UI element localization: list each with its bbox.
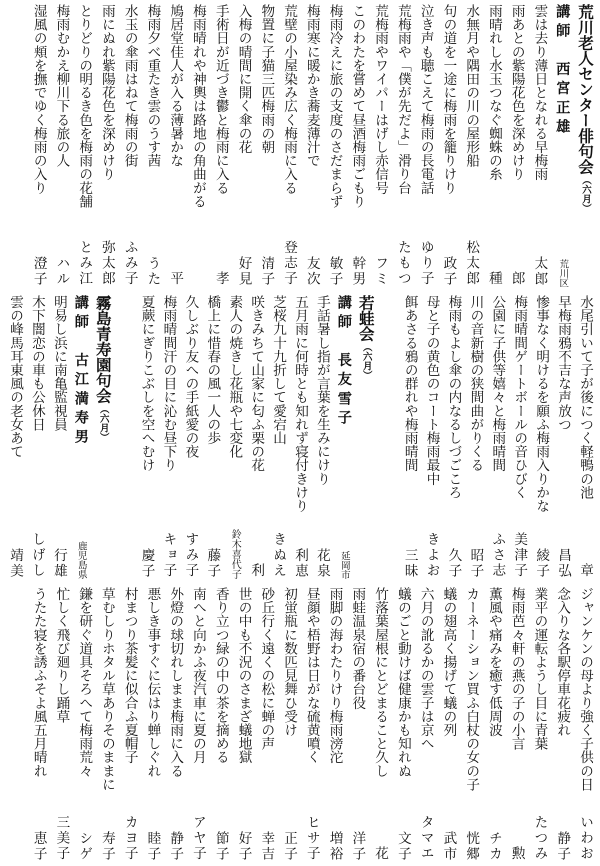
haiku-line	[482, 4, 505, 287]
haiku-author: 美津子	[511, 532, 528, 579]
haiku-author: 静子	[554, 830, 571, 862]
haiku-text: 早梅雨鴉不吉な声放つ	[555, 295, 572, 431]
haiku-text: 鎌を研ぐ道具そろへて梅雨荒々	[76, 587, 93, 778]
haiku-author: 弥太郎	[98, 240, 115, 287]
haiku-text: 物置に子猫三匹梅雨の朝	[258, 4, 275, 154]
haiku-line	[459, 4, 482, 287]
haiku-author: 行雄	[50, 547, 67, 579]
section-title	[92, 295, 114, 579]
haiku-line	[368, 587, 391, 862]
haiku-line	[255, 4, 278, 287]
haiku-text: 忙しく飛び廻りし踊草	[53, 587, 70, 723]
haiku-line	[277, 587, 300, 862]
haiku-line	[300, 587, 323, 862]
haiku-text: 六月の訛るかの雲子は京へ	[417, 587, 434, 751]
haiku-author: 靖美	[7, 547, 24, 579]
haiku-author: 登志子	[281, 240, 298, 287]
haiku-text: 雲は去り薄日となれる早梅雨	[531, 4, 548, 181]
haiku-text: 梅雨芭々軒の燕の子の小言	[508, 587, 525, 751]
haiku-line	[4, 295, 26, 579]
haiku-line	[136, 295, 158, 579]
haiku-line	[118, 4, 141, 287]
haiku-line	[311, 295, 333, 579]
haiku-line	[414, 587, 437, 862]
haiku-text: 梅雨夕べ重たき雲のうす茜	[144, 4, 161, 168]
haiku-line	[267, 295, 289, 579]
haiku-text: 雨にぬれ紫陽花色を深めけり	[98, 4, 115, 181]
haiku-author: 昌弘	[555, 547, 572, 579]
haiku-author: 節子	[212, 830, 229, 862]
haiku-text: 薫風や痛みを癒す低周波	[485, 587, 502, 737]
haiku-text: とりどりの明るき色を梅雨の花舗	[76, 4, 93, 208]
haiku-line	[50, 4, 73, 287]
haiku-author: とみ江	[76, 240, 93, 287]
haiku-author: 好子	[235, 830, 252, 862]
haiku-text: 母と子の黄色のコート梅雨最中	[423, 295, 440, 486]
haiku-line	[368, 4, 391, 287]
haiku-line	[163, 587, 186, 862]
teacher-location: 鹿児島県	[75, 541, 87, 579]
haiku-line	[505, 587, 528, 862]
haiku-text: 初蛍瓶に数匹見舞ひ受け	[281, 587, 298, 737]
haiku-author: タマエ	[417, 815, 434, 862]
haiku-text: 蟻の翅高く揚げて蟻の列	[440, 587, 457, 737]
haiku-text: 公園に子供等嬉々と梅雨晴間	[489, 295, 506, 472]
haiku-text: 梅雨晴間汗の目に沁む昼下り	[160, 295, 177, 472]
teacher-line	[550, 4, 573, 287]
haiku-author: しげし	[28, 532, 45, 579]
haiku-text: 明易し浜に南亀監視員	[50, 295, 67, 431]
teacher-name: 講師 古江満寿男	[72, 295, 89, 449]
section-title	[355, 295, 377, 579]
haiku-line	[232, 4, 255, 287]
haiku-author: チカ	[485, 830, 502, 862]
haiku-text: うたた寝を誘ふそよ風五月晴れ	[30, 587, 47, 778]
haiku-line	[95, 4, 118, 287]
haiku-author: たもつ	[394, 240, 411, 287]
haiku-line	[27, 587, 50, 862]
haiku-line	[163, 4, 186, 287]
haiku-text: 外燈の球切れしまま梅雨に入る	[167, 587, 184, 778]
haiku-text: 手術日が近づき鬱と梅雨に入る	[212, 4, 229, 195]
haiku-author: 恵子	[30, 830, 47, 862]
haiku-author: 松太郎	[463, 240, 480, 287]
haiku-text: 水玉の傘雨はねて梅雨の街	[121, 4, 138, 168]
haiku-text: 惨事なく明けるを願ふ梅雨入りかな	[533, 295, 550, 513]
haiku-author: 花	[372, 846, 389, 862]
haiku-text: 泣き声も聴こえて梅雨の長電話	[417, 4, 434, 195]
haiku-author: 種	[485, 271, 502, 287]
haiku-line	[528, 587, 551, 862]
haiku-text: 句の道を一途に梅雨を籠りけり	[440, 4, 457, 195]
haiku-line	[179, 295, 201, 579]
haiku-line	[346, 587, 369, 862]
haiku-line	[27, 4, 50, 287]
haiku-line	[72, 587, 95, 862]
haiku-author: 章	[577, 563, 593, 579]
haiku-text: 村まつり茶髪に似合ふ夏帽子	[121, 587, 138, 764]
haiku-text: 荒梅雨や「僕が先だよ」滑り台	[394, 4, 411, 195]
haiku-text: 荒梅雨やワイパーはげし赤信号	[372, 4, 389, 195]
haiku-author: きよお	[423, 532, 440, 579]
haiku-line	[232, 587, 255, 862]
haiku-author: 正子	[281, 830, 298, 862]
haiku-line	[399, 295, 421, 579]
haiku-line	[508, 295, 530, 579]
haiku-author: 幸吉	[258, 830, 275, 862]
haiku-author: 清子	[258, 255, 275, 287]
haiku-author: 武市	[440, 830, 457, 862]
haiku-author: きぬえ	[270, 532, 287, 579]
haiku-author: 勲	[508, 846, 525, 862]
teacher-line	[70, 295, 92, 579]
haiku-author: 澄子	[30, 255, 47, 287]
haiku-text: 梅雨もよし傘の内なるしづごころ	[445, 295, 462, 499]
haiku-text: 雨脚の海わたりけり梅雨滂沱	[326, 587, 343, 764]
haiku-line	[552, 295, 574, 579]
haiku-author: 鈴木喜代子	[229, 529, 241, 579]
haiku-text: 雲の峰馬耳東風の老女あて	[7, 295, 24, 459]
haiku-author: すみ子	[182, 532, 199, 579]
haiku-author: 孝	[212, 271, 229, 287]
haiku-author: 綾子	[533, 547, 550, 579]
haiku-author: キョ子	[160, 532, 177, 579]
haiku-text: ジャンケンの母より強く子供の日	[577, 587, 593, 791]
haiku-line	[391, 587, 414, 862]
haiku-author: ヒサ子	[303, 815, 320, 862]
haiku-author: 恍郷	[463, 830, 480, 862]
haiku-author: 郎	[508, 271, 525, 287]
haiku-text: 水尾引いて子が後につく軽鴨の池	[577, 295, 593, 499]
haiku-text: 咲きみちて山家に匂ふ栗の花	[248, 295, 265, 472]
haiku-text: 五月雨に何時とも知れず寝付きけり	[292, 295, 309, 513]
haiku-text: 梅雨寒に暖かき蕎麦薄汁で	[303, 4, 320, 168]
haiku-author: 三昧	[401, 547, 418, 579]
haiku-text: 世の中も不況のさまざ蟻地獄	[235, 587, 252, 764]
haiku-text: 雨晴れし水玉つなぐ蜘蛛の糸	[485, 4, 502, 181]
haiku-text: 草むしりホタル草ありそのままに	[98, 587, 115, 791]
haiku-line	[528, 4, 551, 287]
haiku-text: 手話暑し指が言葉を生みにけり	[313, 295, 330, 486]
haiku-text: 木下闇恋の車も公休日	[28, 295, 45, 431]
haiku-author: 平	[167, 271, 184, 287]
haiku-line	[346, 4, 369, 287]
haiku-text: 芝桜九十九折して愛宕山	[270, 295, 287, 445]
haiku-author: 幹男	[349, 255, 366, 287]
haiku-text: 素人の焼きし花瓶や七変化	[226, 295, 243, 459]
haiku-text: 梅雨冷えに旅の支度のさだまらず	[326, 4, 343, 208]
haiku-line	[486, 295, 508, 579]
haiku-line	[223, 295, 245, 579]
haiku-text: 夏蕨にぎりこぶしを空へむけ	[138, 295, 155, 472]
haiku-line	[245, 295, 267, 579]
haiku-author: うた	[144, 255, 161, 287]
haiku-author: シゲ	[76, 830, 93, 862]
haiku-line	[437, 587, 460, 862]
haiku-line	[550, 587, 573, 862]
haiku-author: 利	[248, 563, 265, 579]
teacher-location: 延岡市	[338, 550, 350, 579]
haiku-author: 三美子	[53, 815, 70, 862]
haiku-line	[323, 4, 346, 287]
haiku-line	[530, 295, 552, 579]
haiku-author: カヨ子	[121, 815, 138, 862]
teacher-name: 講師 長友雪子	[335, 295, 352, 430]
haiku-author: 静子	[167, 830, 184, 862]
teacher-name: 講師 西宮正雄	[554, 4, 571, 139]
section-title	[573, 4, 596, 287]
haiku-author: 増裕	[326, 830, 343, 862]
haiku-text: 餌あさる鴉の群れや梅雨晴間	[401, 295, 418, 472]
haiku-author: 寿子	[98, 830, 115, 862]
haiku-text: 南へと向かふ夜汽車に夏の月	[189, 587, 206, 764]
haiku-line	[141, 4, 164, 287]
haiku-text: 雨蛙温泉宿の番台役	[349, 587, 366, 710]
haiku-author: 好見	[235, 255, 252, 287]
haiku-author: 慶子	[138, 547, 155, 579]
haiku-line	[391, 4, 414, 287]
haiku-text: 竹落葉屋根にとどまること久し	[372, 587, 389, 778]
haiku-text: 悪しき事すぐに伝はり蝉しぐれ	[144, 587, 161, 778]
section-title-text: 若蛙会	[356, 295, 376, 342]
haiku-line	[505, 4, 528, 287]
haiku-line	[421, 295, 443, 579]
haiku-author: 洋子	[349, 830, 366, 862]
haiku-text: 梅雨晴間ゲートボールの音ひびく	[511, 295, 528, 499]
haiku-author: いわお	[577, 815, 593, 862]
haiku-author: 利恵	[292, 547, 309, 579]
haiku-text: 入梅の晴間に開く傘の花	[235, 4, 252, 154]
column-spacer	[114, 295, 136, 579]
haiku-line	[323, 587, 346, 862]
haiku-text: カーネーション買ふ白杖の女の子	[463, 587, 480, 791]
haiku-text: 川の音新樹の狭間曲がりくる	[467, 295, 484, 472]
haiku-line	[573, 587, 596, 862]
haiku-author: ふさ志	[489, 532, 506, 579]
haiku-author: 久子	[445, 547, 462, 579]
haiku-line	[186, 587, 209, 862]
teacher-location: 荒川区	[557, 258, 569, 287]
column-spacer	[377, 295, 399, 579]
haiku-author: 政子	[440, 255, 457, 287]
haiku-line	[209, 4, 232, 287]
haiku-text: 梅雨晴れや神輿は路地の角曲がる	[189, 4, 206, 208]
section-month: （六月）	[360, 341, 372, 380]
section-month: （六月）	[97, 403, 109, 442]
haiku-author: 昭子	[467, 547, 484, 579]
haiku-line	[437, 4, 460, 287]
teacher-line	[333, 295, 355, 579]
haiku-text: 梅雨むかえ柳川下る旅の人	[53, 4, 70, 168]
haiku-text: このわたを嘗めて昼酒梅雨ごもり	[349, 4, 366, 208]
haiku-author: フミ	[372, 255, 389, 287]
haiku-author: ふみ子	[121, 240, 138, 287]
haiku-line	[482, 587, 505, 862]
haiku-author: ゆり子	[417, 240, 434, 287]
haiku-text: 水無月や隅田の川の屋形船	[463, 4, 480, 168]
haiku-author: 友次	[303, 255, 320, 287]
haiku-author: たつみ	[531, 815, 548, 862]
haiku-text: 鳩居堂佳人が入る薄暑かな	[167, 4, 184, 168]
haiku-text: 雨あとの紫陽花色を深めけり	[508, 4, 525, 181]
tier-middle	[4, 295, 596, 579]
haiku-text: 念入りな各駅停車花疲れ	[554, 587, 571, 737]
haiku-line	[26, 295, 48, 579]
haiku-line	[158, 295, 180, 579]
haiku-line	[414, 4, 437, 287]
haiku-line	[141, 587, 164, 862]
haiku-author: ハル	[53, 255, 70, 287]
haiku-text: 蟻のごと動けば健康かも知れぬ	[394, 587, 411, 778]
haiku-text: 湿風の頬を撫でゆく梅雨の入り	[30, 4, 47, 195]
haiku-author: アヤ子	[189, 815, 206, 862]
haiku-line	[118, 587, 141, 862]
haiku-line	[443, 295, 465, 579]
section-title-text: 霧島青寿園句会	[93, 295, 113, 404]
haiku-line	[201, 295, 223, 579]
haiku-text: 香り立つ緑の中の茶を摘める	[212, 587, 229, 764]
haiku-text: 荒壁の小屋染み広く梅雨に入る	[281, 4, 298, 195]
haiku-text: 久しぶり友への手紙愛の夜	[182, 295, 199, 459]
section-month: （六月）	[580, 174, 591, 213]
section-title-text: 荒川老人センター俳句会	[576, 4, 595, 175]
haiku-line	[289, 295, 311, 579]
haiku-line	[574, 295, 596, 579]
haiku-author: 睦子	[144, 830, 161, 862]
haiku-author: 太郎	[531, 255, 548, 287]
haiku-text: 昼顔や梧野は日がな硫黄噴く	[303, 587, 320, 764]
haiku-line	[95, 587, 118, 862]
haiku-author: 花泉	[313, 547, 330, 579]
column-spacer	[4, 4, 27, 287]
haiku-text: 橋上に惜春の風一人の歩	[204, 295, 221, 445]
haiku-text: 砂丘行く遠くの松に蝉の声	[258, 587, 275, 751]
haiku-author: 藤子	[204, 547, 221, 579]
haiku-line	[459, 587, 482, 862]
tier-bottom	[4, 587, 596, 862]
haiku-line	[186, 4, 209, 287]
haiku-line	[50, 587, 73, 862]
haiku-author: 文子	[394, 830, 411, 862]
haiku-line	[48, 295, 70, 579]
haiku-line	[255, 587, 278, 862]
haiku-line	[300, 4, 323, 287]
haiku-line	[72, 4, 95, 287]
haiku-line	[277, 4, 300, 287]
haiku-author: 敏子	[326, 255, 343, 287]
tier-top	[4, 4, 596, 287]
haiku-line	[209, 587, 232, 862]
haiku-text: 業平の運転ようし目に青葉	[531, 587, 548, 751]
haiku-line	[464, 295, 486, 579]
